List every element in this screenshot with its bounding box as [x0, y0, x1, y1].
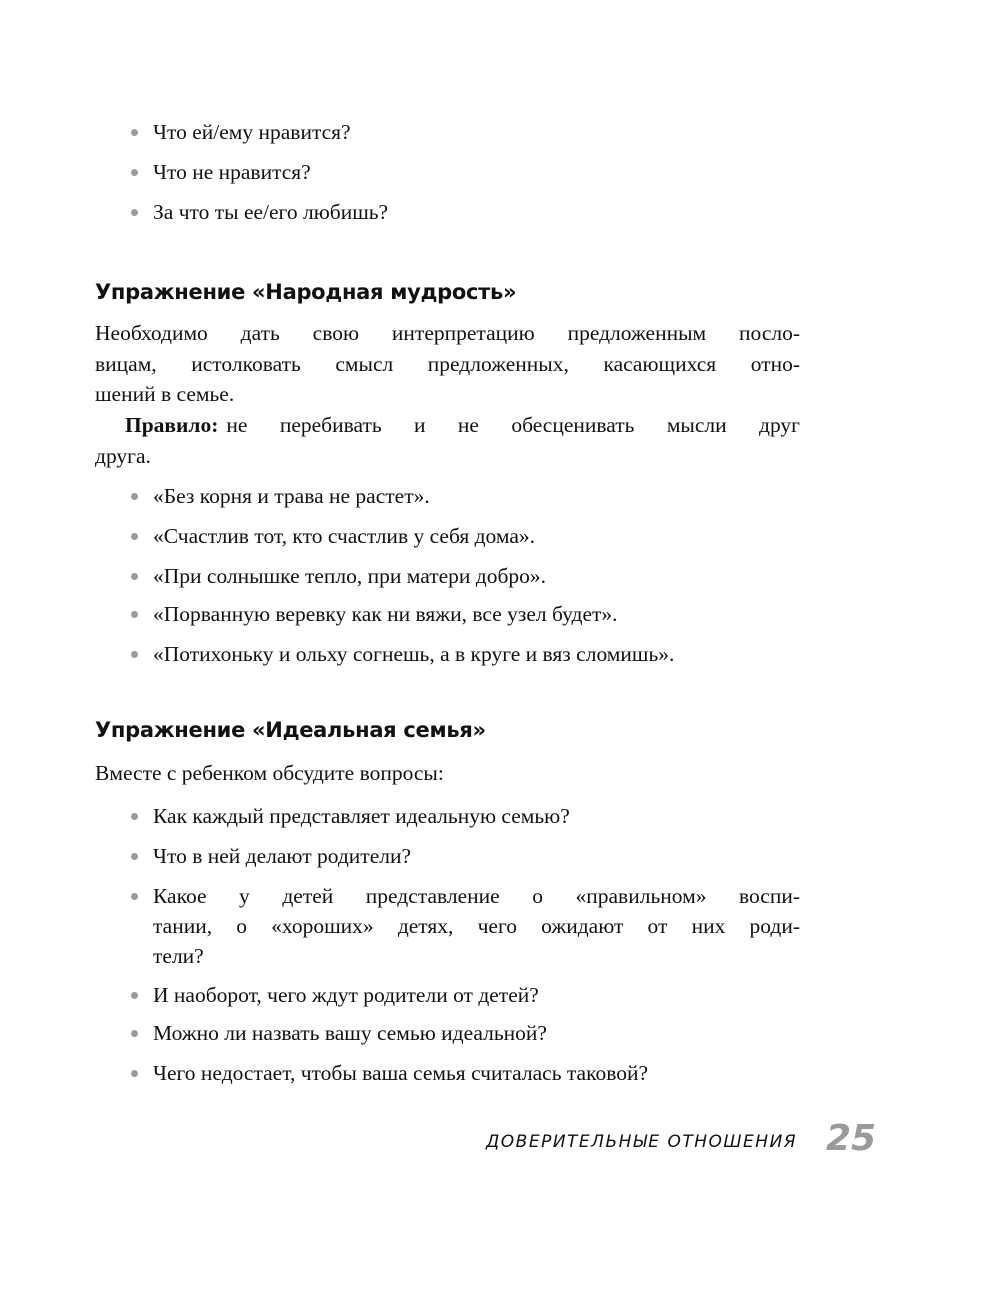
list-item: Как каждый представляет идеальную семью? — [153, 804, 570, 828]
paragraph-line: вицам, истолковать смысл предложенных, касающихся отно- — [95, 352, 800, 376]
bullet-icon — [131, 651, 138, 658]
list-item: «При солнышке тепло, при матери добро». — [153, 564, 547, 588]
section-heading: Упражнение «Народная мудрость» — [95, 280, 517, 304]
paragraph-line: Вместе с ребенком обсудите вопросы: — [95, 761, 444, 785]
list-item: Какое у детей представление о «правильном» воспи- — [153, 884, 800, 908]
list-item: Что ей/ему нравится? — [153, 120, 351, 144]
rule-text: друга. — [95, 444, 151, 468]
list-item: «Без корня и трава не растет». — [153, 484, 430, 508]
bullet-icon — [131, 1070, 138, 1077]
list-item: И наоборот, чего ждут родители от детей? — [153, 983, 539, 1007]
rule-label: Правило: — [125, 413, 219, 437]
bullet-icon — [131, 611, 138, 618]
bullet-icon — [131, 493, 138, 500]
section-heading: Упражнение «Идеальная семья» — [95, 718, 486, 742]
bullet-icon — [131, 992, 138, 999]
bullet-icon — [131, 813, 138, 820]
list-item: Можно ли назвать вашу семью идеальной? — [153, 1021, 547, 1045]
bullet-icon — [131, 1030, 138, 1037]
list-item: За что ты ее/его любишь? — [153, 200, 389, 224]
bullet-icon — [131, 853, 138, 860]
bullet-icon — [131, 129, 138, 136]
page-number: 25 — [826, 1118, 877, 1159]
list-item: «Потихоньку и ольху согнешь, а в круге и вяз сломишь». — [153, 642, 675, 666]
list-item: «Счастлив тот, кто счастлив у себя дома». — [153, 524, 536, 548]
paragraph-line: Необходимо дать свою интерпретацию предложенным посло- — [95, 321, 800, 345]
list-item: Что в ней делают родители? — [153, 844, 412, 868]
bullet-icon — [131, 893, 138, 900]
bullet-icon — [131, 533, 138, 540]
paragraph-line: шений в семье. — [95, 382, 235, 406]
bullet-icon — [131, 169, 138, 176]
list-item: тели? — [153, 944, 204, 968]
list-item: Что не нравится? — [153, 160, 311, 184]
list-item: «Порванную веревку как ни вяжи, все узел будет». — [153, 602, 618, 626]
rule-text: не перебивать и не обесценивать мысли друг — [226, 413, 800, 437]
running-title: ДОВЕРИТЕЛЬНЫЕ ОТНОШЕНИЯ — [486, 1132, 798, 1152]
bullet-icon — [131, 209, 138, 216]
rule-line — [125, 412, 800, 438]
list-item: тании, о «хороших» детях, чего ожидают от них роди- — [153, 914, 800, 938]
bullet-icon — [131, 573, 138, 580]
list-item: Чего недостает, чтобы ваша семья считалась таковой? — [153, 1061, 648, 1085]
